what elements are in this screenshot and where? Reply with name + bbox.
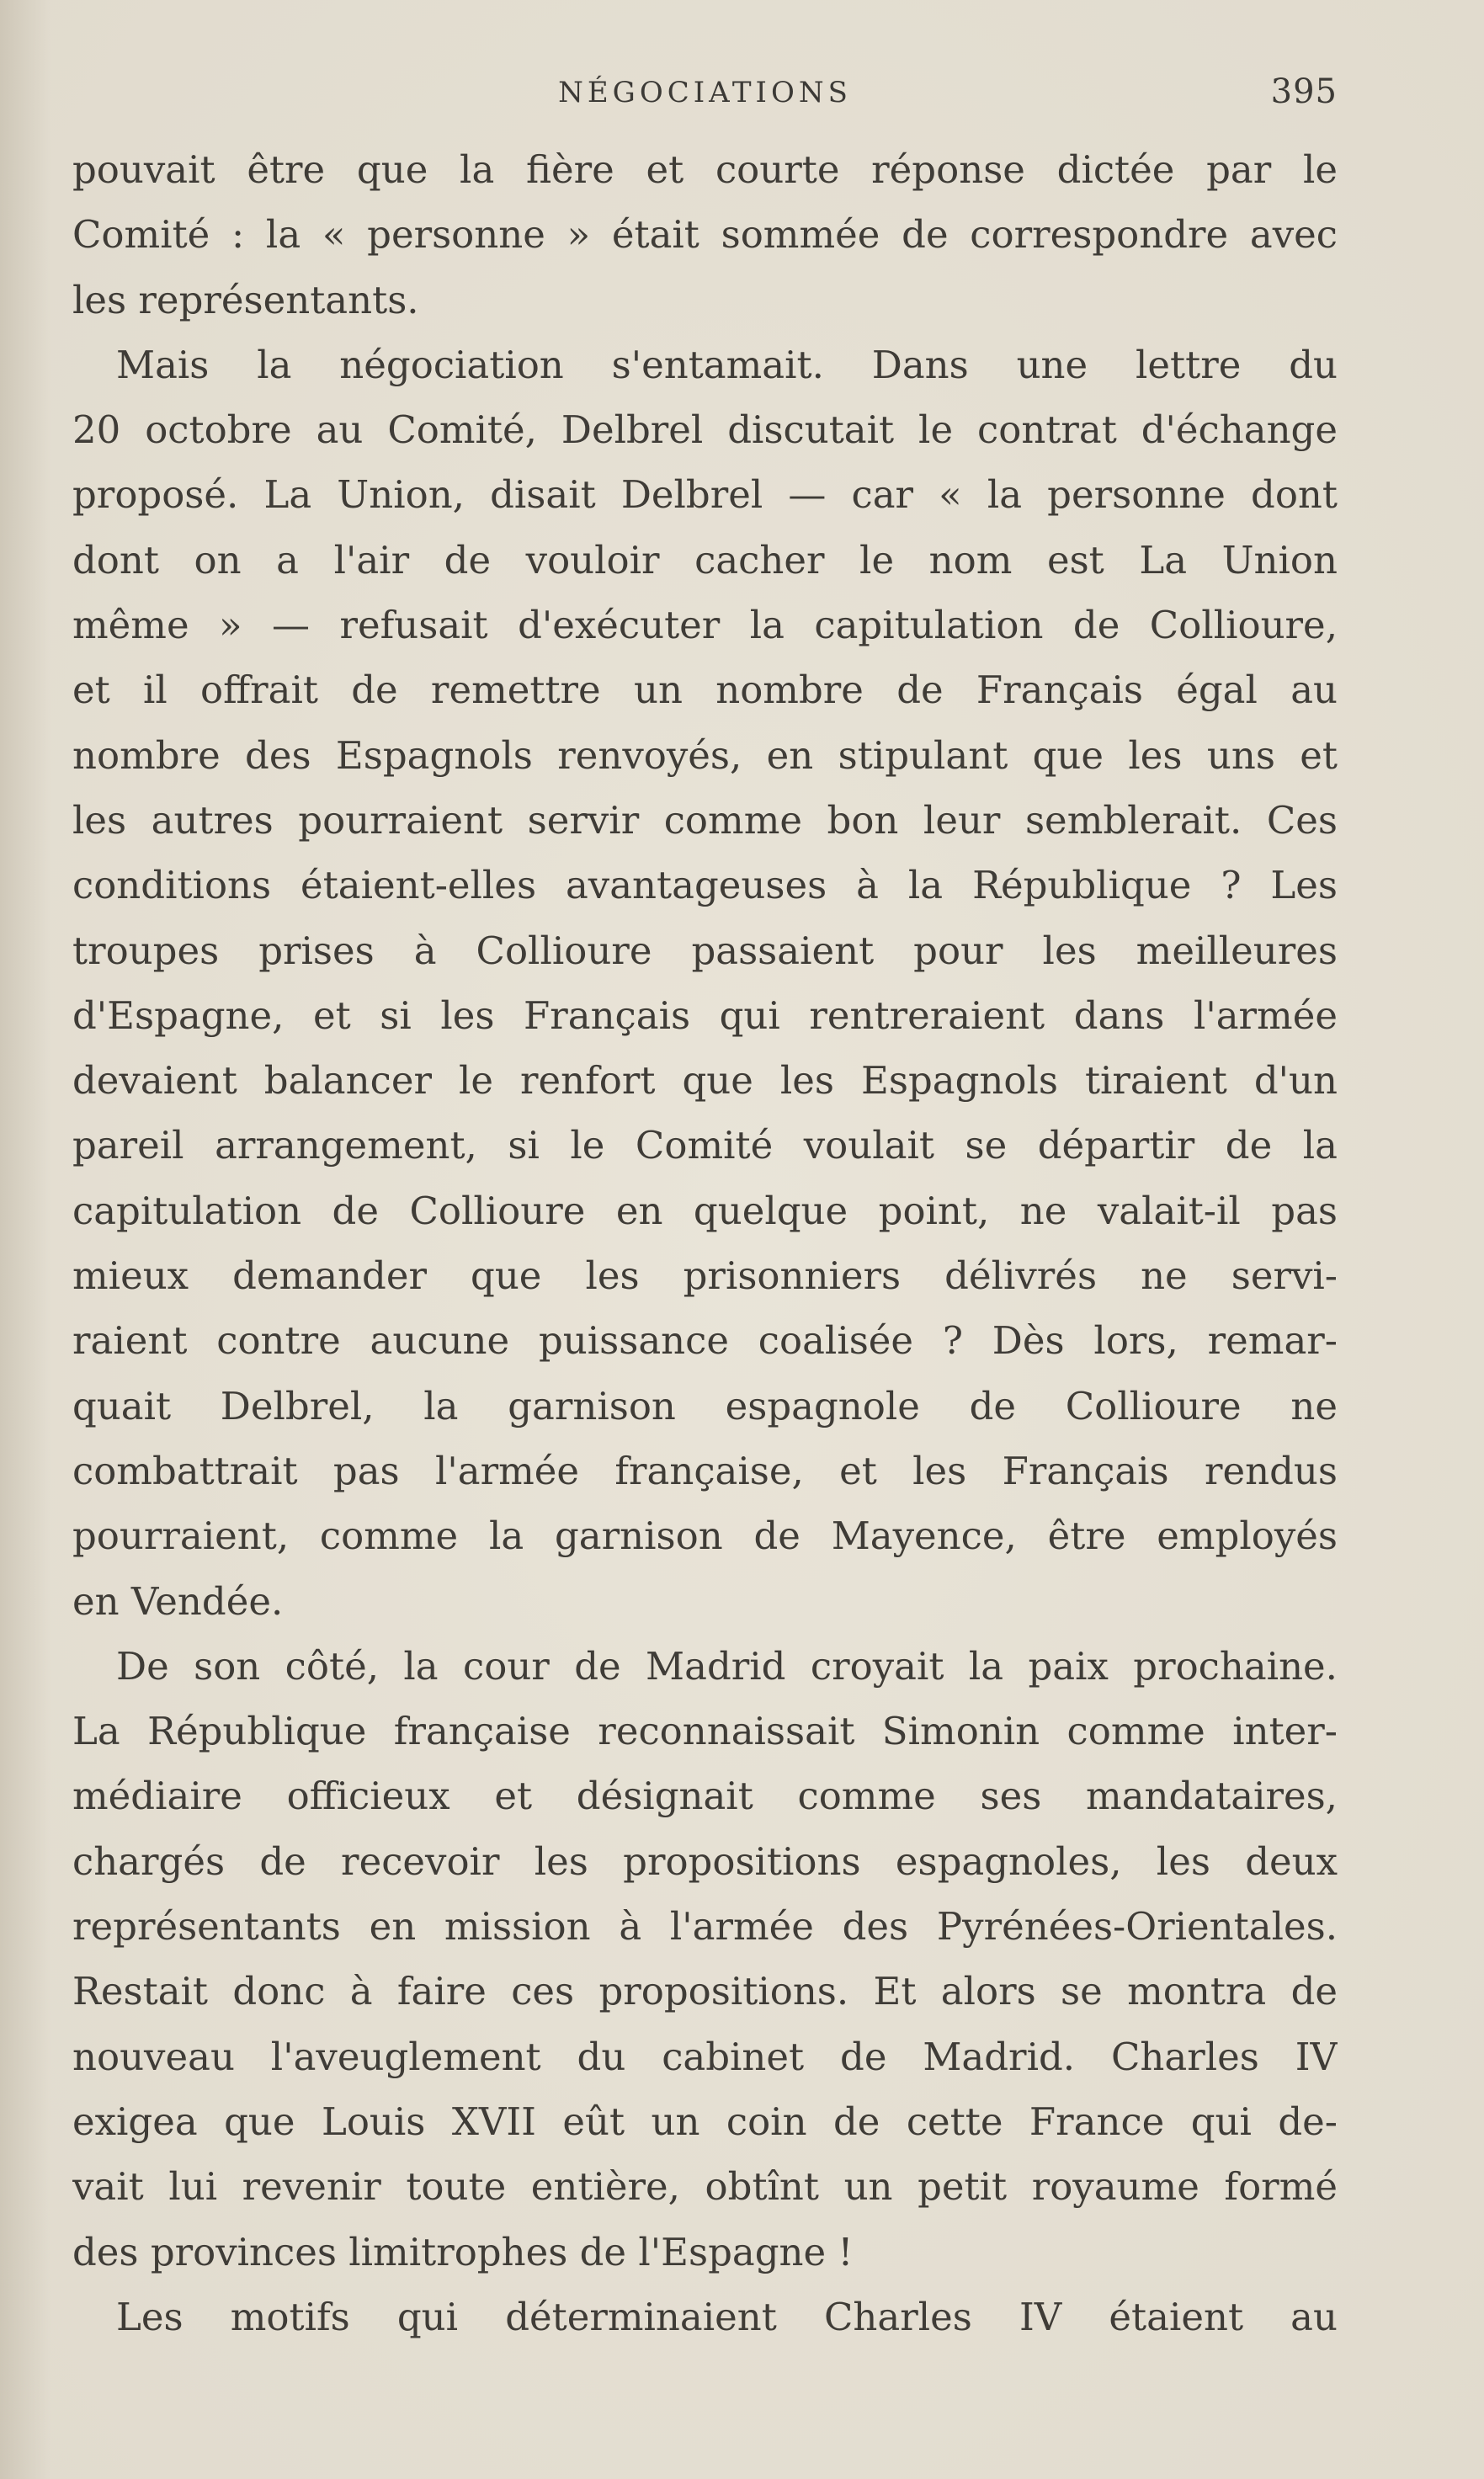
- text-line: les autres pourraient servir comme bon leur semblerait. Ces: [72, 797, 1338, 843]
- paragraph: [72, 2285, 1338, 2349]
- text-line: mieux demander que les prisonniers délivrés ne servi-: [72, 1253, 1338, 1299]
- text-line: Comité : la « personne » était sommée de correspondre avec: [72, 212, 1338, 258]
- text-line: exigea que Louis XVII eût un coin de cette France qui de-: [72, 2099, 1338, 2144]
- text-line: pourraient, comme la garnison de Mayence, être employés: [72, 1513, 1338, 1559]
- text-line: De son côté, la cour de Madrid croyait la paix prochaine.: [116, 1643, 1338, 1689]
- text-line: devaient balancer le renfort que les Espagnols tiraient d'un: [72, 1058, 1338, 1104]
- text-line: en Vendée.: [72, 1578, 284, 1624]
- text-line: des provinces limitrophes de l'Espagne !: [72, 2229, 854, 2274]
- text-line: dont on a l'air de vouloir cacher le nom est La Union: [72, 537, 1338, 583]
- text-line: raient contre aucune puissance coalisée ? Dès lors, remar-: [72, 1318, 1338, 1364]
- text-line: même » — refusait d'exécuter la capitulation de Collioure,: [72, 603, 1338, 648]
- text-line: proposé. La Union, disait Delbrel — car « la personne dont: [72, 472, 1338, 518]
- running-head: [72, 67, 1338, 118]
- text-line: chargés de recevoir les propositions espagnoles, les deux: [72, 1838, 1338, 1884]
- text-line: pareil arrangement, si le Comité voulait se départir de la: [72, 1123, 1338, 1168]
- page-number: 395: [1270, 72, 1338, 111]
- running-title: NÉGOCIATIONS: [558, 76, 852, 109]
- text-line: Les motifs qui déterminaient Charles IV étaient au: [116, 2294, 1338, 2339]
- text-line: les représentants.: [72, 277, 419, 322]
- body-text: [72, 137, 1338, 2349]
- text-line: représentants en mission à l'armée des Pyrénées-Orientales.: [72, 1904, 1338, 1950]
- text-line: médiaire officieux et désignait comme ses mandataires,: [72, 1774, 1338, 1819]
- text-line: quait Delbrel, la garnison espagnole de Collioure ne: [72, 1383, 1338, 1428]
- text-line: Mais la négociation s'entamait. Dans une lettre du: [116, 342, 1338, 387]
- text-line: pouvait être que la fière et courte réponse dictée par le: [72, 147, 1338, 192]
- text-line: et il offrait de remettre un nombre de Français égal au: [72, 668, 1338, 713]
- text-line: troupes prises à Collioure passaient pour les meilleures: [72, 928, 1338, 973]
- paragraph: [72, 332, 1338, 1634]
- text-line: conditions étaient-elles avantageuses à la République ? Les: [72, 863, 1338, 908]
- text-line: capitulation de Collioure en quelque point, ne valait-il pas: [72, 1188, 1338, 1233]
- text-line: nombre des Espagnols renvoyés, en stipulant que les uns et: [72, 732, 1338, 778]
- text-line: nouveau l'aveuglement du cabinet de Madrid. Charles IV: [72, 2034, 1338, 2079]
- text-line: d'Espagne, et si les Français qui rentreraient dans l'armée: [72, 992, 1338, 1038]
- paragraph: [72, 1634, 1338, 2285]
- text-line: 20 octobre au Comité, Delbrel discutait le contrat d'échange: [72, 407, 1338, 453]
- text-line: La République française reconnaissait Simonin comme inter-: [72, 1709, 1338, 1754]
- paragraph: [72, 137, 1338, 332]
- text-line: vait lui revenir toute entière, obtînt un petit royaume formé: [72, 2164, 1338, 2210]
- text-line: Restait donc à faire ces propositions. Et alors se montra de: [72, 1969, 1338, 2014]
- text-line: combattrait pas l'armée française, et les Français rendus: [72, 1448, 1338, 1493]
